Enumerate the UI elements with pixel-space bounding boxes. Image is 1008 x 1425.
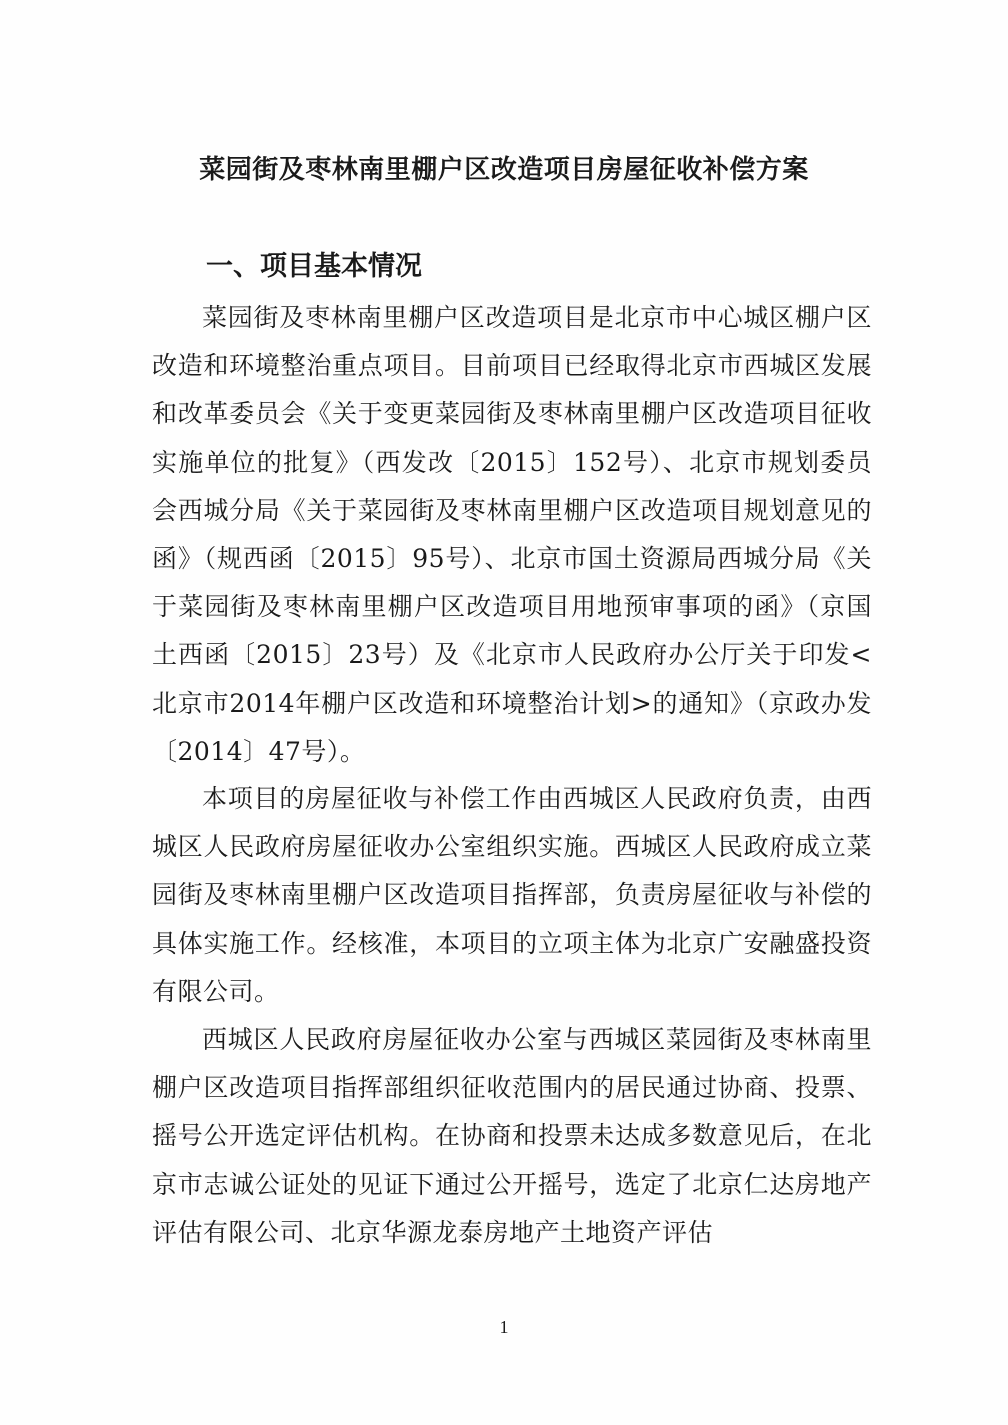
paragraph-text: 本项目的房屋征收与补偿工作由西城区人民政府负责，由西城区人民政府房屋征收办公室组织实施。西城区人民政府成立菜园街及枣林南里棚户区改造项目指挥部，负责房屋征收与补偿的具体实施工作。经核准，本项目的立项主体为北京广安融盛投资有限公司。 — [152, 784, 872, 1006]
paragraph-responsibility — [152, 775, 872, 1016]
paragraph-appraisal — [152, 1016, 872, 1257]
page-number: 1 — [499, 1317, 509, 1337]
section-heading: 一、项目基本情况 — [206, 251, 422, 282]
paragraph-text: 西城区人民政府房屋征收办公室与西城区菜园街及枣林南里棚户区改造项目指挥部组织征收范围内的居民通过协商、投票、摇号公开选定评估机构。在协商和投票未达成多数意见后，在北京市志诚公证处的见证下通过公开摇号，选定了北京仁达房地产评估有限公司、北京华源龙泰房地产土地资产评估 — [152, 1025, 872, 1247]
document-title: 菜园街及枣林南里棚户区改造项目房屋征收补偿方案 — [199, 155, 809, 185]
paragraph-project-overview — [152, 294, 872, 776]
paragraph-text: 菜园街及枣林南里棚户区改造项目是北京市中心城区棚户区改造和环境整治重点项目。目前项目已经取得北京市西城区发展和改革委员会《关于变更菜园街及枣林南里棚户区改造项目征收实施单位的批复》（西发改〔2015〕152号）、北京市规划委员会西城分局《关于菜园街及枣林南里棚户区改造项目规划意见的函》（规西函〔2015〕95号）、北京市国土资源局西城分局《关于菜园街及枣林南里棚户区改造项目用地预审事项的函》（京国土西函〔2015〕23号）及《北京市人民政府办公厅关于印发<北京市2014年棚户区改造和环境整治计划>的通知》（京政办发〔2014〕47号）。 — [152, 303, 872, 766]
